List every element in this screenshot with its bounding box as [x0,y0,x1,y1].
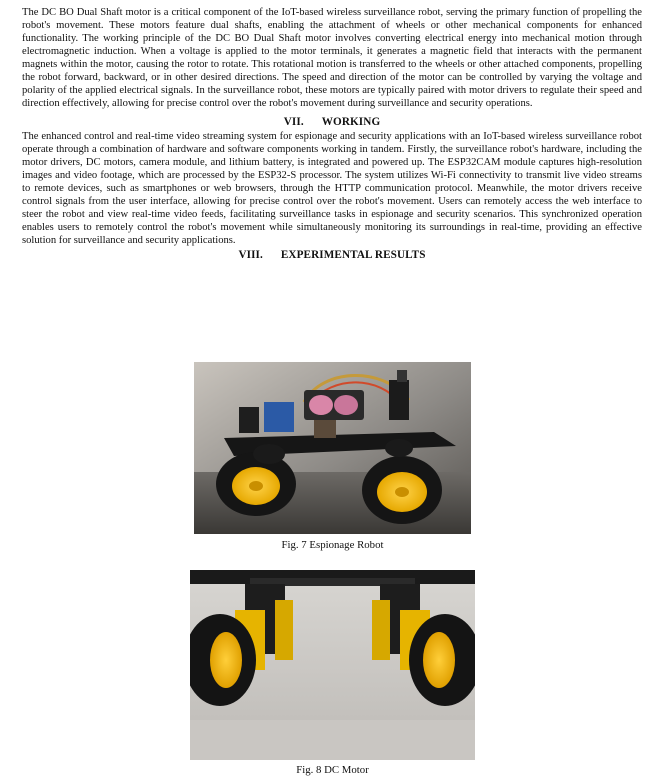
section-title: EXPERIMENTAL RESULTS [280,249,426,261]
dc-motor-illustration [190,570,475,760]
section-title: WORKING [321,116,381,128]
section-heading-experimental-results [22,249,642,262]
figure-7-caption: Fig. 7 Espionage Robot [281,539,384,551]
figure-8-caption: Fig. 8 DC Motor [296,764,369,776]
section-number: VII. [283,116,304,128]
paragraph-dc-motor: The DC BO Dual Shaft motor is a critical component of the IoT-based wireless surveillance robot, serving the primary function of propelling the robot's movement. These motors feature dual shafts, enabling the attachment of wheels or other mechanical components for enhanced functionality. The working principle of the DC BO Dual Shaft motor involves converting electrical energy into mechanical motion through electromagnetic induction. When a voltage is applied to the motor terminals, it generates a magnetic field that interacts with the permanent magnets within the motor, causing the rotor to rotate. This rotational motion is transferred to the wheels or other attached components, propelling the robot forward, backward, or in other desired directions. The speed and direction of the motor can be controlled by varying the voltage and polarity of the applied electrical signals. In the surveillance robot, these motors are typically paired with motor drivers to regulate their speed and direction effectively, allowing for precise control over the robot's movement during surveillance and security operations. [22,7,642,109]
paragraph-working: The enhanced control and real-time video streaming system for espionage and security applications with an IoT-based wireless surveillance robot operate through a combination of hardware and software components working in tandem. Firstly, the surveillance robot's hardware, including the motor drivers, DC motors, camera module, and lithium battery, is integrated and powered up. The ESP32CAM module captures high-resolution images and video footage, which are processed by the ESP32-S processor. The system utilizes Wi-Fi connectivity to transmit live video streams to remote devices, such as smartphones or web browsers, through the HTTP communication protocol. Meanwhile, the motor drivers receive control signals from the user interface, allowing for precise control over the robot's movement. Users can remotely access the web interface to steer the robot and view real-time video feeds, facilitating surveillance tasks in espionage and security scenarios. This synchronized operation enables users to remotely control the robot's movement while simultaneously monitoring its surroundings in real-time, providing an effective solution for surveillance and security applications. [22,131,642,246]
figure-8-image [190,570,475,760]
paper-page [22,6,642,263]
section-number: VIII. [238,249,263,261]
espionage-robot-illustration [194,362,471,534]
figure-7-image [194,362,471,534]
section-heading-working [22,116,642,129]
